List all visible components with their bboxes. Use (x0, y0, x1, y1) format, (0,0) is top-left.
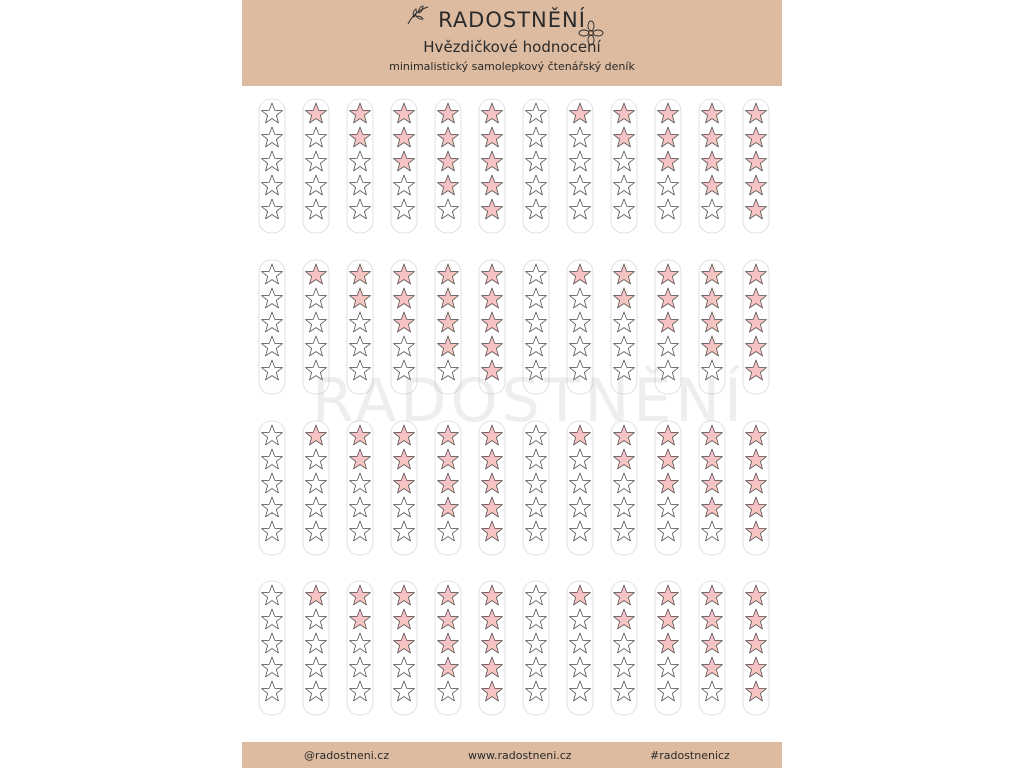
rating-sticker-strip (654, 580, 682, 716)
rating-sticker-strip (654, 420, 682, 556)
rating-sticker-strip (654, 259, 682, 395)
rating-sticker-strip (566, 420, 594, 556)
footer-banner (242, 742, 782, 768)
rating-sticker-strip (610, 420, 638, 556)
rating-sticker-strip (522, 98, 550, 234)
rating-sticker-strip (742, 580, 770, 716)
rating-sticker-strip (434, 98, 462, 234)
rating-sticker-strip (302, 259, 330, 395)
rating-sticker-strip (478, 420, 506, 556)
rating-sticker-strip (522, 259, 550, 395)
rating-sticker-strip (478, 98, 506, 234)
rating-sticker-strip (434, 259, 462, 395)
sticker-grid (242, 0, 782, 768)
rating-sticker-strip (434, 580, 462, 716)
watermark-text: RADOSTNĚNÍ (312, 366, 746, 436)
rating-sticker-strip (478, 580, 506, 716)
hashtag-text: #radostnenicz (650, 749, 730, 762)
page-subtitle: Hvězdičkové hodnocení (423, 38, 601, 56)
sticker-sheet (242, 0, 782, 768)
page-tagline: minimalistický samolepkový čtenářský deník (389, 60, 635, 73)
rating-sticker-strip (258, 420, 286, 556)
rating-sticker-strip (390, 259, 418, 395)
rating-sticker-strip (610, 98, 638, 234)
rating-sticker-strip (742, 98, 770, 234)
rating-sticker-strip (566, 580, 594, 716)
rating-sticker-strip (346, 98, 374, 234)
rating-sticker-strip (522, 420, 550, 556)
instagram-handle: @radostneni.cz (304, 749, 390, 762)
rating-sticker-strip (742, 420, 770, 556)
rating-sticker-strip (258, 98, 286, 234)
rating-sticker-strip (258, 259, 286, 395)
rating-sticker-strip (566, 259, 594, 395)
rating-sticker-strip (478, 259, 506, 395)
rating-sticker-strip (654, 98, 682, 234)
rating-sticker-strip (698, 420, 726, 556)
rating-sticker-strip (346, 580, 374, 716)
rating-sticker-strip (346, 259, 374, 395)
rating-sticker-strip (522, 580, 550, 716)
rating-sticker-strip (390, 98, 418, 234)
rating-sticker-strip (698, 259, 726, 395)
rating-sticker-strip (390, 580, 418, 716)
brand-title: RADOSTNĚNÍ (438, 8, 586, 32)
rating-sticker-strip (610, 580, 638, 716)
rating-sticker-strip (698, 98, 726, 234)
rating-sticker-strip (258, 580, 286, 716)
rating-sticker-strip (698, 580, 726, 716)
rating-sticker-strip (302, 98, 330, 234)
rating-sticker-strip (742, 259, 770, 395)
rating-sticker-strip (302, 420, 330, 556)
rating-sticker-strip (434, 420, 462, 556)
website-link[interactable]: www.radostneni.cz (468, 749, 572, 762)
rating-sticker-strip (346, 420, 374, 556)
rating-sticker-strip (302, 580, 330, 716)
rating-sticker-strip (610, 259, 638, 395)
rating-sticker-strip (566, 98, 594, 234)
rating-sticker-strip (390, 420, 418, 556)
